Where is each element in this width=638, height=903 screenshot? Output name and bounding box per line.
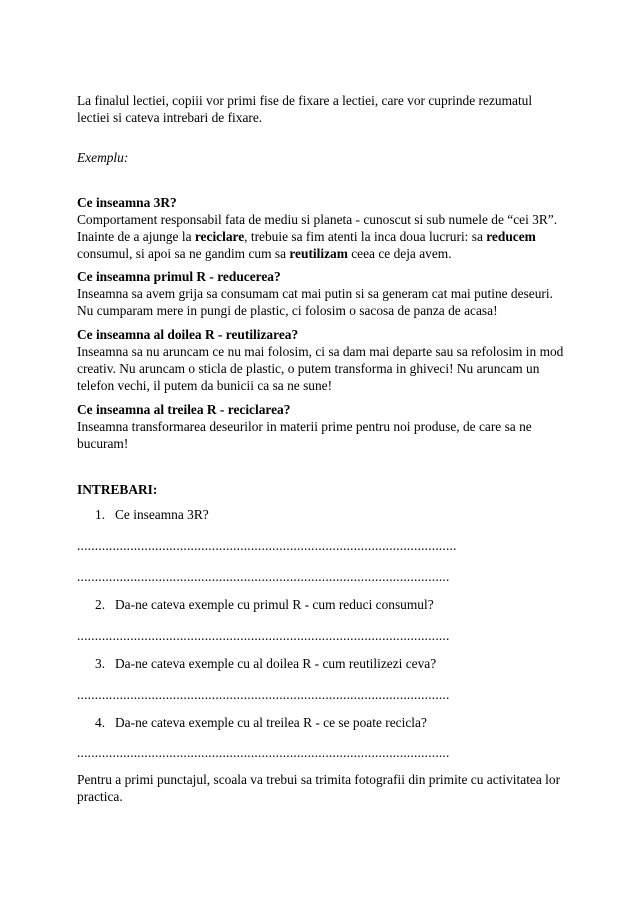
answer-line: ......................................................................................................... xyxy=(77,687,450,702)
footer-note xyxy=(77,771,567,805)
question-text: Da-ne cateva exemple cu primul R - cum reduci consumul? xyxy=(115,597,434,612)
answer-line: ......................................................................................................... xyxy=(77,628,450,643)
question-number: 3. xyxy=(95,656,106,671)
body-text: , trebuie sa fim atenti la inca doua lucruri: sa xyxy=(244,229,487,244)
questions-title-text: INTREBARI: xyxy=(77,482,158,497)
question-number: 1. xyxy=(95,507,106,522)
section-body xyxy=(77,211,567,262)
body-text: Comportament responsabil fata de mediu si planeta - cunoscut si sub numele de “cei 3R”. Inainte de a ajunge la xyxy=(77,212,558,244)
section-3r xyxy=(77,194,567,262)
question-item xyxy=(95,714,427,731)
intro-paragraph xyxy=(77,92,567,126)
question-item xyxy=(95,655,436,672)
example-label xyxy=(77,149,567,166)
answer-line: ......................................................................................................... xyxy=(77,569,450,584)
bold-term-reutilizam: reutilizam xyxy=(289,246,348,261)
section-body: Inseamna sa avem grija sa consumam cat mai putin si sa generam cat mai putine deseuri. Nu cumparam mere in pungi de plastic, ci folosim o sacosa de panza de acasa! xyxy=(77,286,553,318)
question-number: 4. xyxy=(95,715,106,730)
bold-term-reciclare: reciclare xyxy=(194,229,245,244)
section-heading: Ce inseamna al treilea R - reciclarea? xyxy=(77,402,291,417)
question-text: Da-ne cateva exemple cu al doilea R - cum reutilizezi ceva? xyxy=(115,656,437,671)
body-text: ceea ce deja avem. xyxy=(347,246,452,261)
question-item xyxy=(95,596,434,613)
footer-text: Pentru a primi punctajul, scoala va trebui sa trimita fotografii din primite cu activitatea lor practica. xyxy=(77,772,561,804)
section-reducere xyxy=(77,268,567,319)
question-number: 2. xyxy=(95,597,106,612)
section-reciclare xyxy=(77,401,567,452)
answer-line: ......................................................................................................... xyxy=(77,745,450,760)
body-text: consumul, si apoi sa ne gandim cum sa xyxy=(77,246,290,261)
question-text: Ce inseamna 3R? xyxy=(115,507,209,522)
bold-term-reducem: reducem xyxy=(486,229,536,244)
questions-title xyxy=(77,481,567,498)
section-heading: Ce inseamna primul R - reducerea? xyxy=(77,269,281,284)
section-body: Inseamna transformarea deseurilor in materii prime pentru noi produse, de care sa ne bucuram! xyxy=(77,419,532,451)
section-heading: Ce inseamna 3R? xyxy=(77,195,177,210)
example-label-text: Exemplu: xyxy=(77,150,129,165)
question-text: Da-ne cateva exemple cu al treilea R - ce se poate recicla? xyxy=(115,715,427,730)
section-heading: Ce inseamna al doilea R - reutilizarea? xyxy=(77,327,299,342)
question-item xyxy=(95,506,209,523)
section-body: Inseamna sa nu aruncam ce nu mai folosim, ci sa dam mai departe sau sa refolosim in mod creativ. Nu aruncam o sticla de plastic, o putem transforma in ghiveci! Nu aruncam un telefon vechi, il putem da bunicii ca sa ne sune! xyxy=(77,344,564,393)
intro-text: La finalul lectiei, copiii vor primi fise de fixare a lectiei, care vor cuprinde rezumatul lectiei si cateva intrebari de fixare. xyxy=(77,93,533,125)
section-reutilizare xyxy=(77,326,567,394)
answer-line: ........................................................................................................... xyxy=(77,538,457,553)
